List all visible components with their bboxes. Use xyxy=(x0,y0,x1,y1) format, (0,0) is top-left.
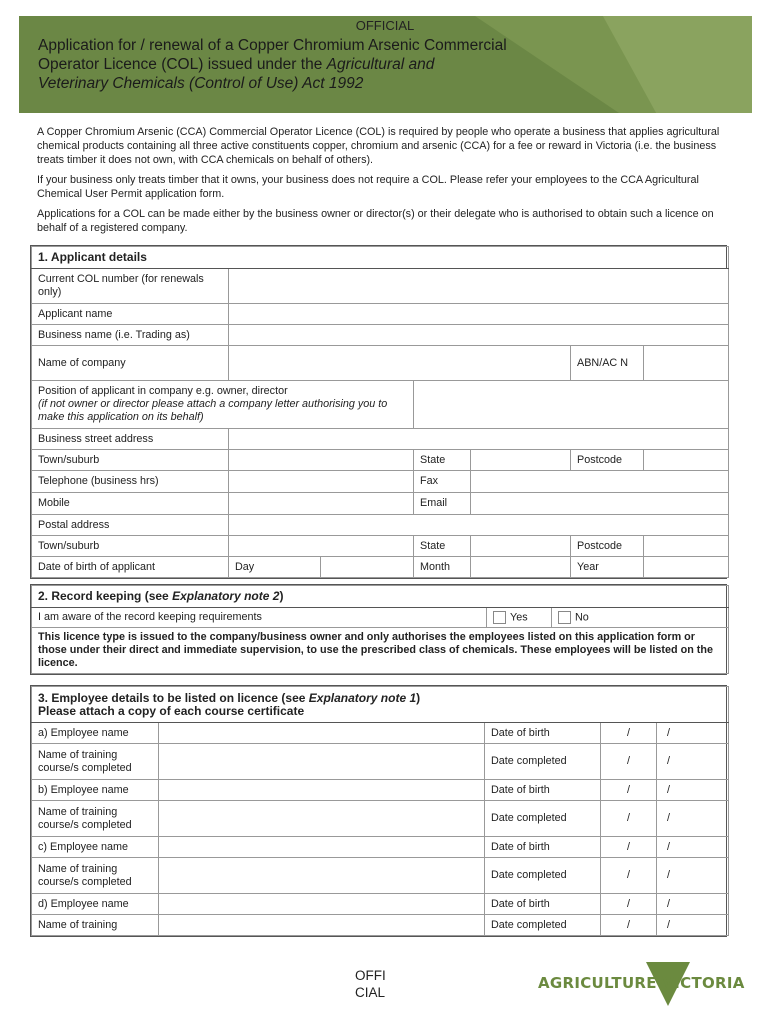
postal-address-label: Postal address xyxy=(32,515,229,536)
yes-option[interactable]: Yes xyxy=(487,608,552,628)
document-title xyxy=(38,36,638,93)
state-2-field[interactable] xyxy=(471,536,571,557)
mobile-label: Mobile xyxy=(32,493,229,515)
employee-b-training-label: Name of training course/s completed xyxy=(32,801,159,837)
postcode-label: Postcode xyxy=(571,450,644,471)
current-col-label: Current COL number (for renewals only) xyxy=(32,269,229,304)
state-label: State xyxy=(414,450,471,471)
mobile-field[interactable] xyxy=(229,493,414,515)
intro-text xyxy=(37,125,737,241)
applicant-name-field[interactable] xyxy=(229,304,729,325)
current-col-field[interactable] xyxy=(229,269,729,304)
dob-day-field[interactable] xyxy=(321,557,414,578)
section-3-subheading: Please attach a copy of each course certificate xyxy=(38,703,305,718)
company-name-field[interactable] xyxy=(229,346,571,381)
street-address-field[interactable] xyxy=(229,429,729,450)
state-field[interactable] xyxy=(471,450,571,471)
business-name-label: Business name (i.e. Trading as) xyxy=(32,325,229,346)
employee-b-name-label: b) Employee name xyxy=(32,780,159,801)
dob-year-field[interactable] xyxy=(644,557,729,578)
applicant-name-label: Applicant name xyxy=(32,304,229,325)
company-name-label: Name of company xyxy=(32,346,229,381)
section-employee-details xyxy=(30,685,727,937)
dob-month-field[interactable] xyxy=(471,557,571,578)
intro-paragraph-3: Applications for a COL can be made either by the business owner or director(s) or their delegate who is authorised to obtain such a licence on behalf of a registered company. xyxy=(37,208,714,234)
email-label: Email xyxy=(414,493,471,515)
employee-b-dob-label: Date of birth xyxy=(485,780,601,801)
classification-top: OFFICIAL xyxy=(355,18,415,33)
dob-month-label: Month xyxy=(414,557,471,578)
employee-b-name-field[interactable] xyxy=(159,780,485,801)
business-name-field[interactable] xyxy=(229,325,729,346)
employee-a-training-field[interactable] xyxy=(159,744,485,780)
dob-year-label: Year xyxy=(571,557,644,578)
section-1-heading: 1. Applicant details xyxy=(32,247,729,269)
record-keeping-label: I am aware of the record keeping requirements xyxy=(32,608,487,628)
logo-text: AGRICULTURE VICTORIA xyxy=(538,974,745,992)
position-label: Position of applicant in company e.g. owner, director (if not owner or director please attach a company letter authorising you to make this application on its behalf) xyxy=(32,381,414,429)
employee-b-dob-field-2[interactable]: / xyxy=(657,780,729,801)
employee-a-name-field[interactable] xyxy=(159,723,485,744)
state-2-label: State xyxy=(414,536,471,557)
postcode-2-label: Postcode xyxy=(571,536,644,557)
licence-notice: This licence type is issued to the company/business owner and only authorises the employees listed on this application form or those under their direct and immediate supervision, to use the prescribed class of chemicals. These employees will be listed on the licence. xyxy=(32,628,729,674)
no-option[interactable]: No xyxy=(552,608,729,628)
intro-paragraph-1: A Copper Chromium Arsenic (CCA) Commercial Operator Licence (COL) is required by people who operate a business that applies agricultural chemical products containing all three active constituents copper, chromium and arsenic (CCA) for a fee or reward in Victoria (i.e. the business treats timber it does not own, with CCA chemicals on behalf of others). xyxy=(37,126,720,166)
telephone-label: Telephone (business hrs) xyxy=(32,471,229,493)
employee-c-training-label: Name of training course/s completed xyxy=(32,858,159,894)
employee-a-dob-field-2[interactable]: / xyxy=(657,723,729,744)
email-field[interactable] xyxy=(471,493,729,515)
employee-d-dob-label: Date of birth xyxy=(485,894,601,915)
employee-a-completed-field-2[interactable]: / xyxy=(657,744,729,780)
title-line-2: Operator Licence (COL) issued under the Agricultural and xyxy=(38,56,435,73)
town-field[interactable] xyxy=(229,450,414,471)
employee-c-dob-field-2[interactable]: / xyxy=(657,837,729,858)
employee-b-dob-field[interactable]: / xyxy=(601,780,657,801)
employee-d-training-label: Name of training xyxy=(32,915,159,936)
town-2-label: Town/suburb xyxy=(32,536,229,557)
title-line-1: Application for / renewal of a Copper Chromium Arsenic Commercial xyxy=(38,37,507,54)
section-record-keeping xyxy=(30,584,727,675)
classification-bottom: OFFI CIAL xyxy=(355,968,386,1000)
employee-d-completed-field-2[interactable]: / xyxy=(657,915,729,936)
employee-b-completed-field-2[interactable]: / xyxy=(657,801,729,837)
employee-c-name-field[interactable] xyxy=(159,837,485,858)
telephone-field[interactable] xyxy=(229,471,414,493)
employee-c-training-field[interactable] xyxy=(159,858,485,894)
section-3-heading: 3. Employee details to be listed on licence (see Explanatory note 1) Please attach a copy of each course certificate xyxy=(32,687,729,723)
employee-b-completed-label: Date completed xyxy=(485,801,601,837)
employee-a-dob-field[interactable]: / xyxy=(601,723,657,744)
employee-d-name-field[interactable] xyxy=(159,894,485,915)
employee-c-completed-label: Date completed xyxy=(485,858,601,894)
employee-d-dob-field-2[interactable]: / xyxy=(657,894,729,915)
employee-d-training-field[interactable] xyxy=(159,915,485,936)
no-checkbox[interactable] xyxy=(558,611,571,624)
dob-label: Date of birth of applicant xyxy=(32,557,229,578)
abn-field[interactable] xyxy=(644,346,729,381)
employee-d-dob-field[interactable]: / xyxy=(601,894,657,915)
section-applicant-details xyxy=(30,245,727,579)
employee-d-name-label: d) Employee name xyxy=(32,894,159,915)
position-field[interactable] xyxy=(414,381,729,429)
employee-c-completed-field-2[interactable]: / xyxy=(657,858,729,894)
yes-checkbox[interactable] xyxy=(493,611,506,624)
employee-a-completed-field[interactable]: / xyxy=(601,744,657,780)
employee-a-training-label: Name of training course/s completed xyxy=(32,744,159,780)
employee-c-dob-field[interactable]: / xyxy=(601,837,657,858)
street-address-label: Business street address xyxy=(32,429,229,450)
intro-paragraph-2: If your business only treats timber that it owns, your business does not require a COL. Please refer your employees to the CCA Agricultural Chemical User Permit application form. xyxy=(37,174,699,200)
employee-d-completed-field[interactable]: / xyxy=(601,915,657,936)
town-label: Town/suburb xyxy=(32,450,229,471)
title-line-3: Veterinary Chemicals (Control of Use) Act 1992 xyxy=(38,75,364,92)
town-2-field[interactable] xyxy=(229,536,414,557)
employee-a-dob-label: Date of birth xyxy=(485,723,601,744)
employee-a-completed-label: Date completed xyxy=(485,744,601,780)
employee-b-completed-field[interactable]: / xyxy=(601,801,657,837)
employee-c-dob-label: Date of birth xyxy=(485,837,601,858)
abn-label: ABN/AC N xyxy=(571,346,644,381)
employee-a-name-label: a) Employee name xyxy=(32,723,159,744)
agriculture-victoria-logo xyxy=(538,962,745,1007)
fax-field[interactable] xyxy=(471,471,729,493)
employee-c-name-label: c) Employee name xyxy=(32,837,159,858)
postcode-field[interactable] xyxy=(644,450,729,471)
employee-d-completed-label: Date completed xyxy=(485,915,601,936)
fax-label: Fax xyxy=(414,471,471,493)
section-2-heading: 2. Record keeping (see Explanatory note 2) xyxy=(32,586,729,608)
postal-address-field[interactable] xyxy=(229,515,729,536)
employee-c-completed-field[interactable]: / xyxy=(601,858,657,894)
employee-b-training-field[interactable] xyxy=(159,801,485,837)
postcode-2-field[interactable] xyxy=(644,536,729,557)
dob-day-label: Day xyxy=(229,557,321,578)
